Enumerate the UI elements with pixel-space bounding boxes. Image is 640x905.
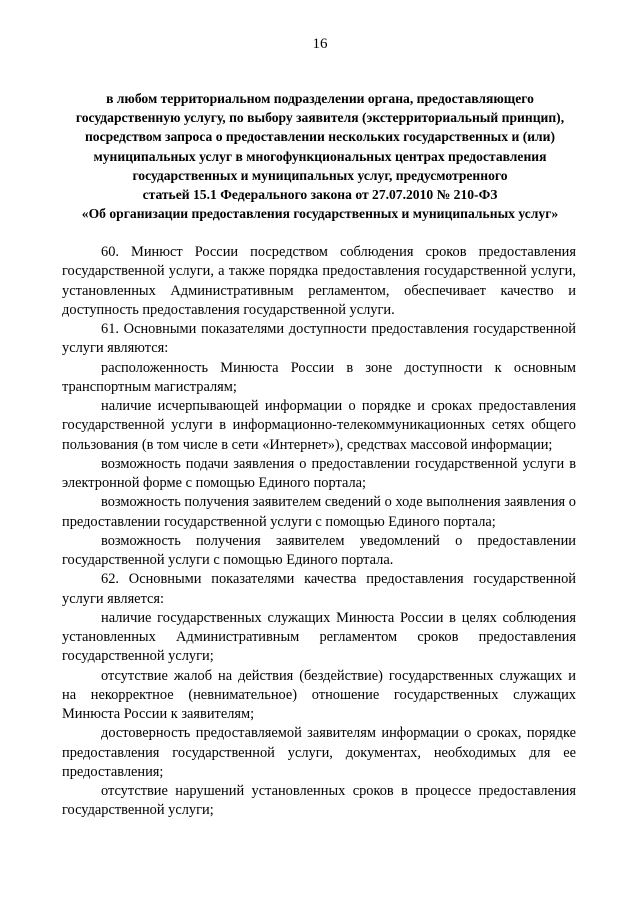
list-item-paragraph: наличие государственных служащих Минюста России в целях соблюдения установленных Административным регламентом сроков предоставления государственной услуги;	[62, 609, 576, 665]
list-item-paragraph: возможность подачи заявления о предоставлении государственной услуги в электронной форме с помощью Единого портала;	[62, 455, 576, 491]
list-item-paragraph: отсутствие нарушений установленных сроков в процессе предоставления государственной услуги;	[62, 783, 576, 819]
heading-line: муниципальных услуг в многофункциональных центрах предоставления	[93, 148, 547, 164]
heading-line: статьей 15.1 Федерального закона от 27.07.2010 № 210-ФЗ	[142, 187, 498, 203]
heading-line: «Об организации предоставления государственных и муниципальных услуг»	[81, 206, 559, 222]
list-item-paragraph: наличие исчерпывающей информации о порядке и сроках предоставления государственной услуги в информационно-телекоммуникационных сетях общего пользования (в том числе в сети «Интернет»), средствах массовой информации;	[62, 398, 576, 453]
heading-line: государственную услугу, по выбору заявителя (экстерриториальный принцип),	[75, 110, 565, 126]
document-body	[62, 243, 576, 821]
heading-line: государственных и муниципальных услуг, предусмотренного	[132, 167, 508, 183]
heading-line: в любом территориальном подразделении органа, предоставляющего	[106, 91, 534, 106]
section-heading	[58, 89, 582, 223]
paragraph-60: 60. Минюст России посредством соблюдения сроков предоставления государственной услуги, а также порядка предоставления государственной услуги, установленных Административным регламентом, обеспечивает качество и доступность предоставления государственной услуги.	[62, 244, 576, 318]
list-item-paragraph: возможность получения заявителем уведомлений о предоставлении государственной услуги с помощью Единого портала.	[62, 532, 576, 568]
paragraph-61: 61. Основными показателями доступности предоставления государственной услуги являются:	[62, 321, 576, 357]
list-item-paragraph: достоверность предоставляемой заявителям информации о сроках, порядке предоставления государственной услуги, документах, необходимых для ее предоставления;	[62, 725, 576, 780]
list-item-paragraph: возможность получения заявителем сведений о ходе выполнения заявления о предоставлении государственной услуги с помощью Единого портала;	[62, 494, 576, 530]
list-item-paragraph: расположенность Минюста России в зоне доступности к основным транспортным магистралям;	[62, 359, 576, 395]
paragraph-62: 62. Основными показателями качества предоставления государственной услуги является:	[62, 571, 576, 607]
page-number: 16	[312, 36, 328, 52]
list-item-paragraph: отсутствие жалоб на действия (бездействие) государственных служащих и на некорректное (невнимательное) отношение государственных служащих Минюста России к заявителям;	[62, 667, 576, 722]
heading-line: посредством запроса о предоставлении нескольких государственных и (или)	[84, 129, 556, 145]
